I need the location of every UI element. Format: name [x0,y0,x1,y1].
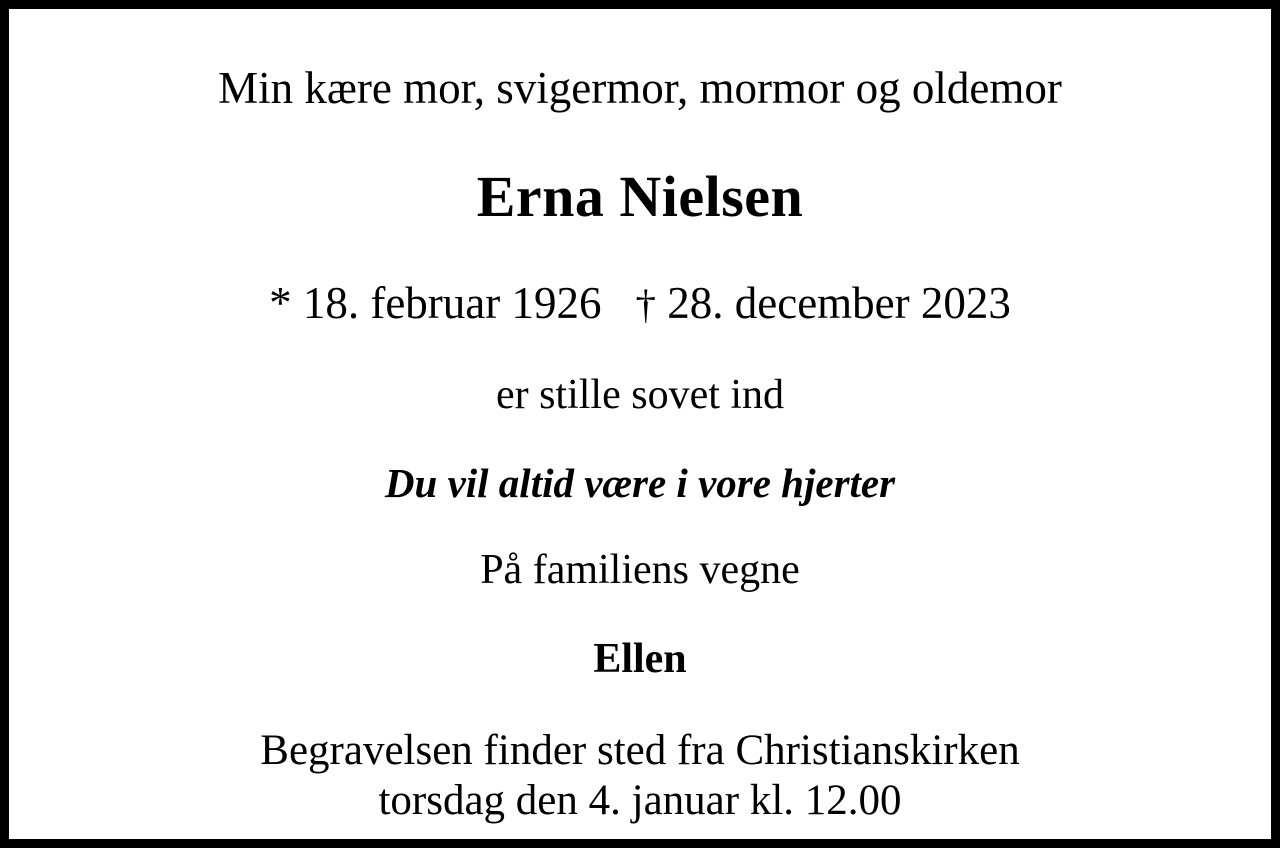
funeral-details-line-1: Begravelsen finder sted fra Christianskirken [260,726,1020,774]
birth-date: 18. februar 1926 [302,278,602,329]
signatory-name: Ellen [593,635,687,682]
death-symbol: † [635,281,656,328]
epitaph-text: Du vil altid være i vore hjerter [384,459,896,506]
relationship-intro: Min kære mor, svigermor, mormor og oldemor [218,63,1062,113]
funeral-details-line-2: torsdag den 4. januar kl. 12.00 [378,776,902,824]
deceased-name: Erna Nielsen [476,164,804,230]
on-behalf-text: På familiens vegne [480,546,800,593]
life-dates [9,278,1271,328]
birth-symbol: * [269,278,292,329]
passing-statement: er stille sovet ind [495,371,785,418]
death-date: 28. december 2023 [667,278,1011,329]
